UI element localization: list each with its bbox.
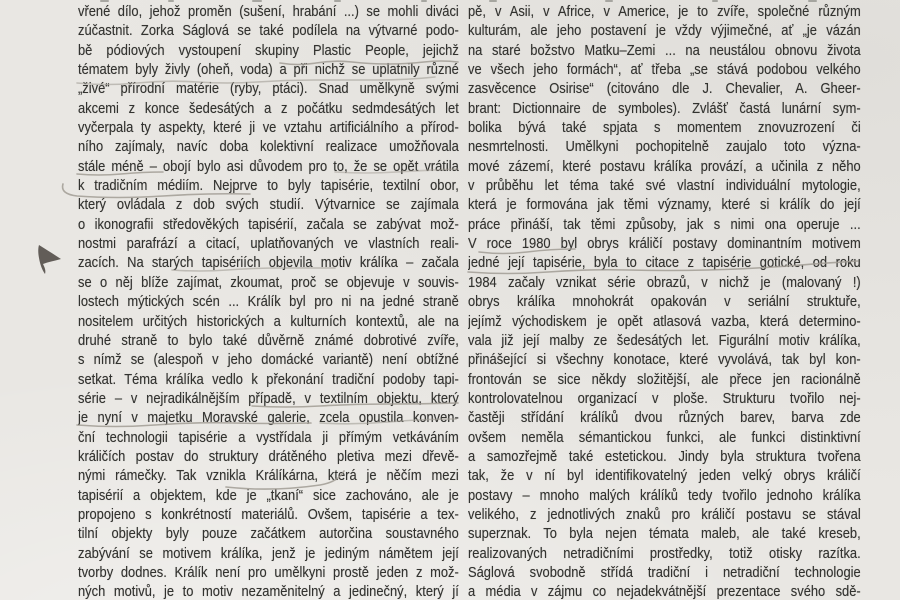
text-line: obrys králíka mnohokrát opakován v seriální struktuře, <box>468 293 861 311</box>
text-line: která je formována jak těmi významy, které si králík do její <box>468 196 861 214</box>
text-line: realizovaných netradičními prostředky, totiž otisky razítka. <box>468 544 861 562</box>
text-line: který ovládala z dob svých studií. Výtvarnice se zajímala <box>78 196 459 214</box>
text-line: tak, že v ní byl identifikovatelný jeden velký obrys králičí <box>468 467 861 485</box>
text-line: „živé“ přírodní matérie (ryby, ptáci). Snad umělkyně svými <box>78 80 459 98</box>
text-line: práce přináší, tak těmi způsoby, jak s nimi ona operuje ... <box>468 215 861 233</box>
text-line: tilní objekty byly pouze začátkem autorčina soustavného <box>78 525 459 543</box>
text-line: 1984 začaly vznikat série obrazů, v nichž je (malovaný !) <box>468 273 861 291</box>
text-line: nositelem určitých historických a kulturních kontextů, ale na <box>78 312 459 330</box>
text-line: lostech mýtických scén ... Králík byl pro ni na jedné straně <box>78 293 459 311</box>
text-line: na staré božstvo Matku–Zemi ... na neustálou obnovu života <box>468 41 861 59</box>
text-line: a samozřejmě také estetickou. Jindy byla struktura tvořena <box>468 447 861 465</box>
text-line: ve všech jeho formách“, ať třeba „se stává podobou velkého <box>468 61 861 79</box>
text-line: ných motivů, je to motiv nezaměnitelný a jedinečný, který jí <box>78 583 459 600</box>
text-line: zúčastnit. Zorka Ságlová se také podílela na výtvarné podo- <box>78 22 459 40</box>
text-line: akcemi z konce šedesátých a z počátku sedmdesátých let <box>78 99 459 117</box>
text-line: kulturám, ale jeho postavení je vždy výjimečné, ať „je vázán <box>468 22 861 40</box>
text-line: zasvěcence Osirise“ (citováno dle J. Chevalier, A. Gheer- <box>468 80 861 98</box>
text-line: v průběhu let téma také své vlastní individuální mytologie, <box>468 177 861 195</box>
text-line: a média v zájmu co nejadekvátnější prezentace svého sdě- <box>468 583 861 600</box>
text-line: králičích postav do struktury drátěného pletiva mezi dřevě- <box>78 447 459 465</box>
text-line: tvorby dodnes. Králík není pro umělkyni prostě jeden z mož- <box>78 563 459 581</box>
text-line: brant: Dictionnaire de symboles). Zvlášť častá lunární sym- <box>468 99 861 117</box>
text-line: vřené dílo, jehož proměn (sušení, hrabání ...) se mohli diváci <box>78 3 459 20</box>
text-line: ční technologii tapisérie a vystřídala ji přímým vetkáváním <box>78 428 459 446</box>
text-line: propojeno s konkrétností materiálů. Ovšem, tapisérie a tex- <box>78 505 459 523</box>
text-line: postavy – mnoho malých králíků tedy tvořilo jednoho králíka <box>468 486 861 504</box>
text-line: s nímž se (alespoň v jeho domácké variantě) není obtížné <box>78 351 459 369</box>
text-line: stále méně – obojí bylo asi důvodem pro to, že se opět vrátila <box>78 157 459 175</box>
text-line: jejímž východiskem je opět atlasová vazba, která determino- <box>468 312 861 330</box>
text-line: nesmrtelnosti. Umělkyni pochopitelně zaujalo toto význa- <box>468 138 861 156</box>
text-line: bolika bývá také spjata s momentem znovuzrození či <box>468 119 861 137</box>
text-line: mové zázemí, které postavu králíka provází, a učinila z něho <box>468 157 861 175</box>
text-line: série – v nejradikálnějším případě, v textilním objektu, který <box>78 389 459 407</box>
left-text-column <box>78 2 459 600</box>
text-line: velikého, z jednotlivých znaků pro králičí postavu se stával <box>468 505 861 523</box>
text-line: o ikonografii středověkých tapisérií, začala se zabývat mož- <box>78 215 459 233</box>
text-line: je nyní v majetku Moravské galerie, zcela opustila konven- <box>78 409 459 427</box>
text-line: druhé straně to bylo také důvěrně známé dobrotivé zvíře, <box>78 331 459 349</box>
text-line: Ságlová svobodně střídá tradiční i netradiční technologie <box>468 563 861 581</box>
text-line: častěji střídání králíků dvou různých barev, barva zde <box>468 409 861 427</box>
margin-arrow-icon <box>38 245 61 274</box>
text-line: frontován se sice někdy složitější, ale přece jen racionálně <box>468 370 861 388</box>
text-line: tématem byly živly (oheň, voda) a při nichž se uplatnily různé <box>78 61 459 79</box>
text-line: k tradičním médiím. Nejprve to byly tapisérie, textilní obor, <box>78 177 459 195</box>
text-line: tapisérií a objektem, kde je „tkaní“ sice zachováno, ale je <box>78 486 459 504</box>
text-line: nými rámečky. Tak vznikla Králíkárna, která je něčím mezi <box>78 467 459 485</box>
text-line: vyčerpala ty aspekty, které ji ve vztahu artificiálního a přírod- <box>78 119 459 137</box>
text-line: vala již její malby ze šedesátých let. Figurální motiv králíka, <box>468 331 861 349</box>
text-line: ního zajímaly, navíc doba kolektivní realizace umožňovala <box>78 138 459 156</box>
text-line: jedné její tapisérie, byla to citace z tapisérie gotické, od roku <box>468 254 861 272</box>
text-line: zabývání se motivem králíka, jenž je jediným námětem její <box>78 544 459 562</box>
text-line: pě, v Asii, v Africe, v Americe, je to zvíře, společné různým <box>468 3 861 20</box>
text-line: zacích. Na starých tapisériích objevila motiv králíka – začala <box>78 254 459 272</box>
text-line: V roce 1980 byl obrys králičí postavy dominantním motivem <box>468 235 861 253</box>
text-line: se o něj blíže zajímat, zkoumat, proč se objevuje v souvis- <box>78 273 459 291</box>
text-line: kontrolovatelnou organizací v ploše. Strukturu tvořilo nej- <box>468 389 861 407</box>
text-line: nostmi parafrází a citací, uplatňovaných ve vlastních reali- <box>78 235 459 253</box>
right-text-column <box>468 2 861 600</box>
text-line: ovšem neměla sémantickou funkci, ale funkci distinktivní <box>468 428 861 446</box>
text-line: přinášející si všechny konotace, které vyvolává, tak byl kon- <box>468 351 861 369</box>
text-line: superznak. To byla nejen témata maleb, ale také kreseb, <box>468 525 861 543</box>
text-line: setkat. Téma králíka vedlo k překonání tradiční podoby tapi- <box>78 370 459 388</box>
text-line: bě pódiových vystoupení skupiny Plastic People, jejichž <box>78 41 459 59</box>
